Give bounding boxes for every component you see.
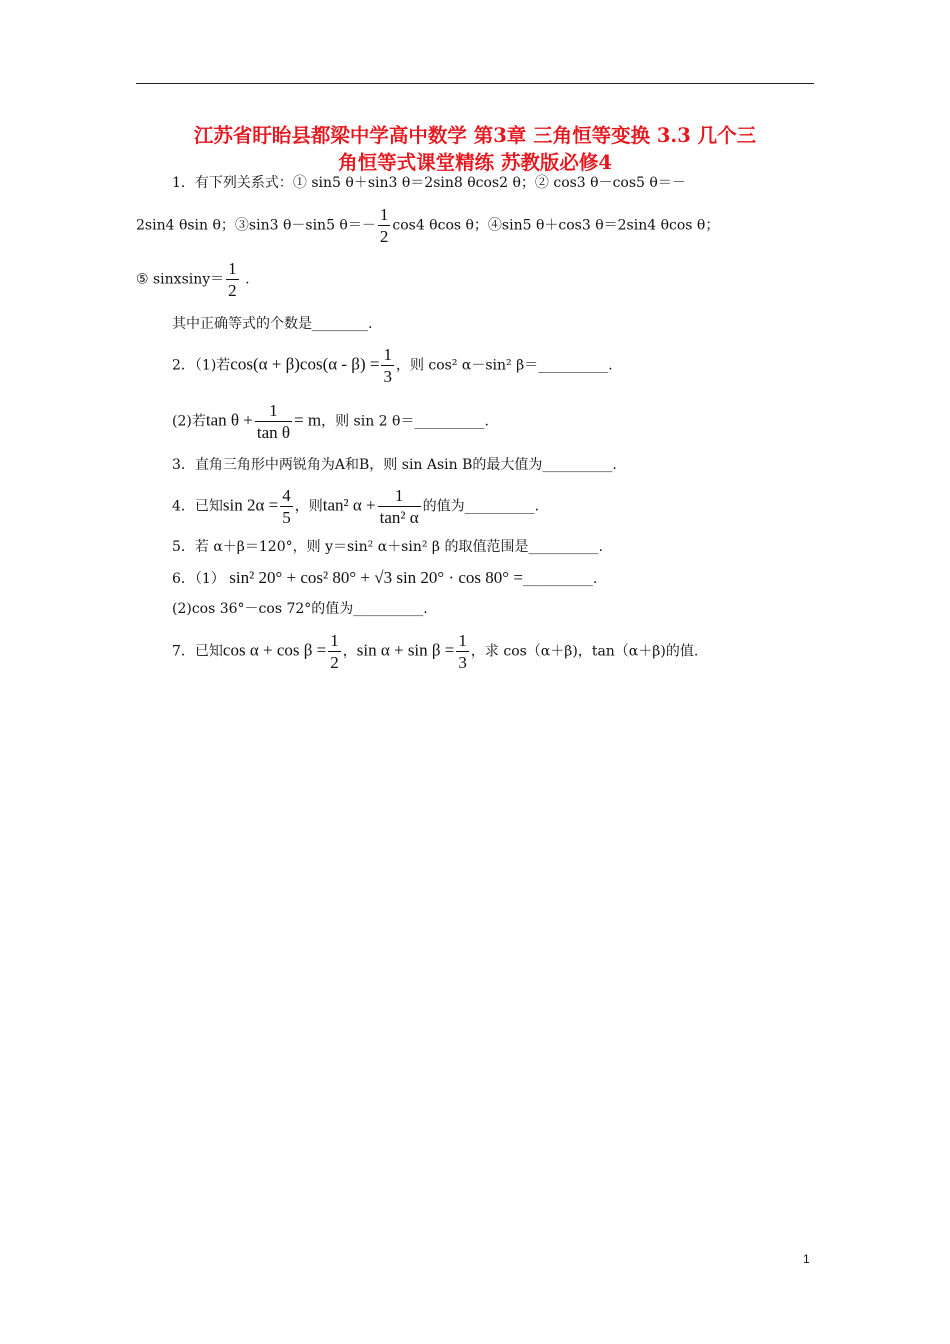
- q6-part-1-b: __________.: [522, 571, 598, 587]
- q1-line-2-b: cos4 θcos θ；④sin5 θ＋cos3 θ＝2sin4 θcos θ；: [392, 217, 720, 234]
- q2-part-2-b: ，则 sin 2 θ＝__________.: [321, 413, 489, 430]
- q4-expr-1: sin 2α =: [222, 495, 279, 515]
- q4-fraction-2: $\frac{1}{\text{tan² α}}$: [379, 486, 419, 527]
- q2-part-1-expr: cos(α + β)cos(α - β) =: [230, 354, 380, 374]
- q7-b: ，求 cos（α＋β)，tan（α＋β)的值.: [470, 643, 699, 660]
- q2-fraction-1: $\frac{1}{3}$: [383, 345, 392, 386]
- q6-part-1: [172, 568, 597, 589]
- q1-line-1: 1．有下列关系式：① sin5 θ＋sin3 θ＝2sin8 θcos2 θ；② cos3 θ－cos5 θ＝－: [172, 175, 686, 191]
- q2-part-2-expr-1: tan θ +: [205, 410, 253, 430]
- q7-expr-2: sin α + sin β =: [356, 640, 455, 660]
- q7-fraction-1: $\frac{1}{2}$: [330, 631, 339, 672]
- q1-line-2: [136, 204, 719, 247]
- q4-b: ，则: [294, 498, 323, 515]
- q5-text: 5．若 α＋β＝120°，则 y＝sin² α＋sin² β 的取值范围是__________.: [172, 539, 603, 555]
- title-line-2: 角恒等式课堂精练 苏教版必修4: [338, 151, 612, 174]
- header-rule: [136, 83, 814, 84]
- q2-fraction-2: $\frac{1}{\text{tan θ}}$: [256, 401, 291, 442]
- q1-line-4: 其中正确等式的个数是________.: [172, 316, 373, 332]
- q7-expr-1: cos α + cos β =: [222, 640, 327, 660]
- q4-expr-2: tan² α +: [322, 495, 376, 515]
- q2-part-1: [172, 344, 613, 387]
- q2-part-1-b: ，则 cos² α－sin² β＝__________.: [395, 357, 613, 374]
- q4-line: [172, 485, 539, 528]
- document-title: [136, 122, 814, 176]
- q1-fraction-2: $\frac{1}{2}$: [228, 259, 237, 300]
- q3-text: 3．直角三角形中两锐角为A和B，则 sin Asin B的最大值为__________.: [172, 457, 617, 473]
- q2-part-2: [172, 400, 489, 443]
- q4-fraction-1: $\frac{4}{5}$: [282, 486, 291, 527]
- q1-fraction-1: $\frac{1}{2}$: [379, 205, 389, 246]
- title-line-1: 江苏省盱眙县都梁中学高中数学 第3章 三角恒等变换 3.3 几个三: [193, 124, 757, 147]
- q1-line-3-b: .: [240, 271, 250, 288]
- q2-part-1-a: 2．（1)若: [172, 357, 231, 374]
- q1-line-3: [136, 258, 250, 301]
- q6-part-2: (2)cos 36°－cos 72°的值为__________.: [172, 601, 428, 617]
- q7-mid: ，: [342, 643, 357, 660]
- q6-part-1-a: 6．（1）: [172, 571, 225, 587]
- q7-a: 7．已知: [172, 643, 223, 660]
- page-number: 1: [803, 1252, 810, 1266]
- q1-line-2-a: 2sin4 θsin θ；③sin3 θ－sin5 θ＝－: [136, 217, 376, 234]
- q4-a: 4．已知: [172, 498, 223, 515]
- q4-c: 的值为__________.: [422, 498, 540, 515]
- q6-part-1-expr: sin² 20° + cos² 80° + √3 sin 20° · cos 80° =: [229, 568, 523, 587]
- q7-line: [172, 630, 698, 673]
- q2-part-2-a: (2)若: [172, 413, 206, 430]
- q1-line-3-a: ⑤ sinxsiny＝: [136, 271, 225, 288]
- q2-part-2-expr-2: = m: [294, 410, 322, 430]
- q7-fraction-2: $\frac{1}{3}$: [458, 631, 467, 672]
